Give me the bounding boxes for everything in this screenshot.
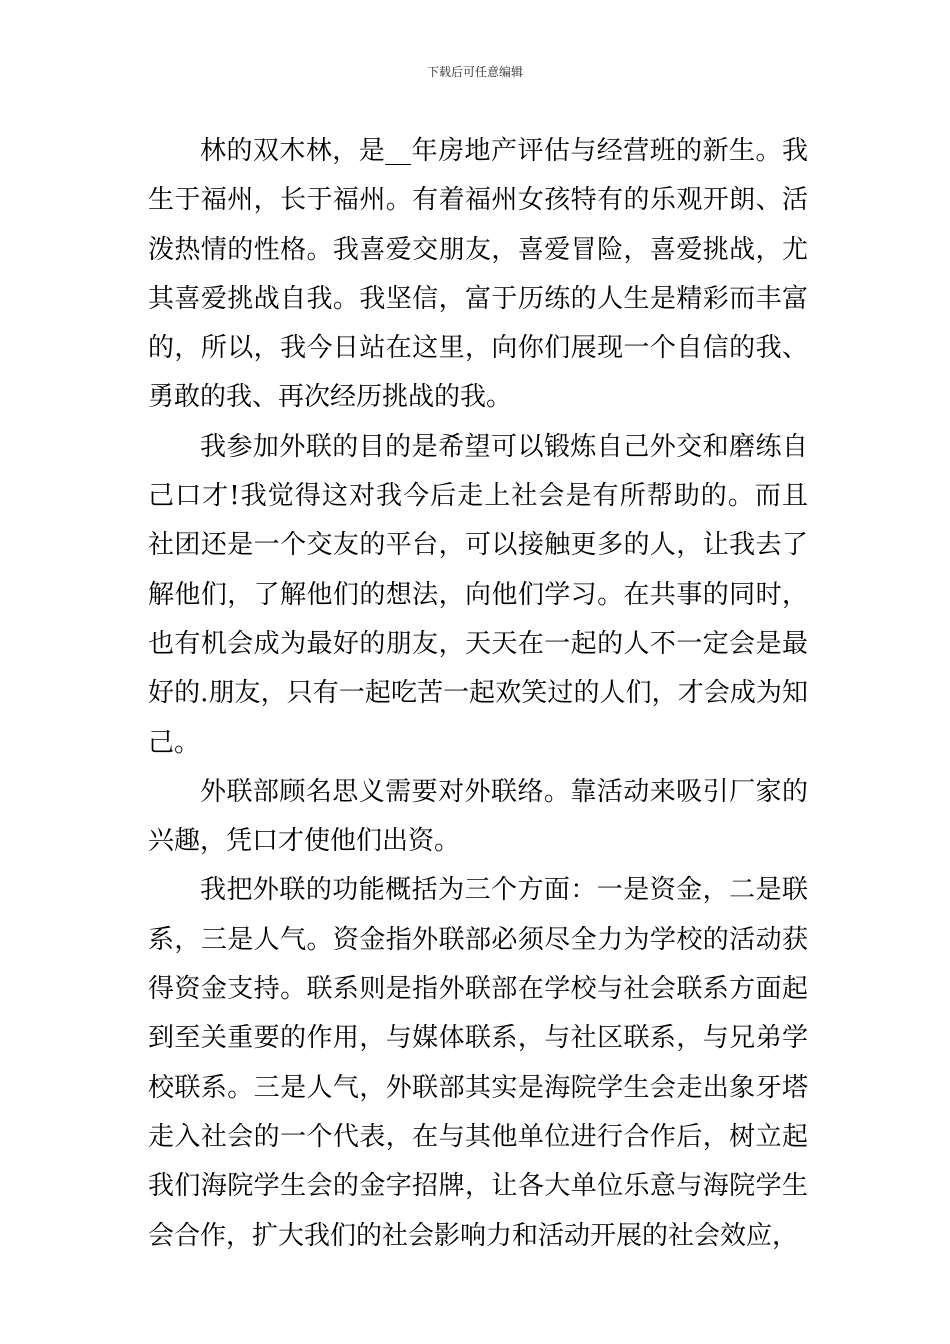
paragraph-functions: 我把外联的功能概括为三个方面：一是资金，二是联系，三是人气。资金指外联部必须尽全力为学校的活动获得资金支持。联系则是指外联部在学校与社会联系方面起到至关重要的作用，与媒体联系，与社区联系，与兄弟学校联系。三是人气，外联部其实是海院学生会走出象牙塔走入社会的一个代表，在与其他单位进行合作后，树立起我们海院学生会的金字招牌，让各大单位乐意与海院学生会合作，扩大我们的社会影响力和活动开展的社会效应， bbox=[148, 875, 808, 1251]
page-header-note: 下载后可任意编辑 bbox=[426, 65, 523, 79]
paragraph-introduction: 林的双木林，是__年房地产评估与经营班的新生。我生于福州，长于福州。有着福州女孩特有的乐观开朗、活泼热情的性格。我喜爱交朋友，喜爱冒险，喜爱挑战，尤其喜爱挑战自我。我坚信，富于历练的人生是精彩而丰富的，所以，我今日站在这里，向你们展现一个自信的我、勇敢的我、再次经历挑战的我。 bbox=[148, 136, 808, 413]
paragraph-purpose: 我参加外联的目的是希望可以锻炼自己外交和磨练自己口才!我觉得这对我今后走上社会是有所帮助的。而且社团还是一个交友的平台，可以接触更多的人，让我去了解他们，了解他们的想法，向他们学习。在共事的同时，也有机会成为最好的朋友，天天在一起的人不一定会是最好的.朋友，只有一起吃苦一起欢笑过的人们，才会成为知己。 bbox=[148, 431, 808, 758]
paragraph-department-role: 外联部顾名思义需要对外联络。靠活动来吸引厂家的兴趣，凭口才使他们出资。 bbox=[148, 776, 808, 857]
document-body bbox=[148, 127, 808, 1261]
